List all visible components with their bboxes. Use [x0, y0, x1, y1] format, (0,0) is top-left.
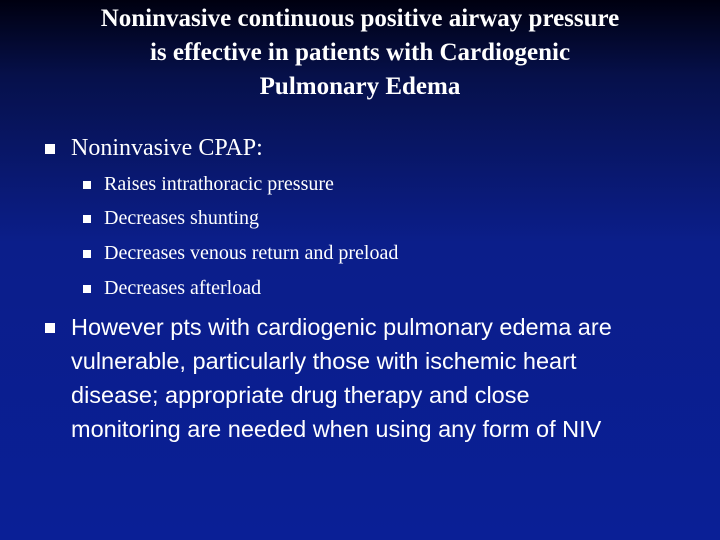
square-bullet-icon [83, 215, 91, 223]
paragraph-line: disease; appropriate drug therapy and close [71, 382, 530, 408]
square-bullet-icon [45, 323, 55, 333]
paragraph-line: However pts with cardiogenic pulmonary edema are [71, 314, 612, 340]
paragraph-line: monitoring are needed when using any form of NIV [71, 416, 602, 442]
sub-bullet-text: Decreases shunting [104, 207, 259, 229]
slide-title [20, 2, 700, 104]
square-bullet-icon [45, 144, 55, 154]
title-line: is effective in patients with Cardiogenic [149, 39, 571, 66]
sub-bullet-text: Decreases venous return and preload [104, 242, 399, 264]
bullet-text: Noninvasive CPAP: [71, 135, 263, 161]
title-line: Noninvasive continuous positive airway pressure [100, 5, 620, 32]
square-bullet-icon [83, 250, 91, 258]
square-bullet-icon [83, 285, 91, 293]
sub-bullet-text: Decreases afterload [104, 277, 262, 299]
square-bullet-icon [83, 181, 91, 189]
sub-bullet-text: Raises intrathoracic pressure [104, 173, 334, 195]
paragraph-line: vulnerable, particularly those with ischemic heart [71, 348, 577, 374]
paragraph-text [71, 310, 612, 446]
title-line: Pulmonary Edema [259, 73, 461, 100]
